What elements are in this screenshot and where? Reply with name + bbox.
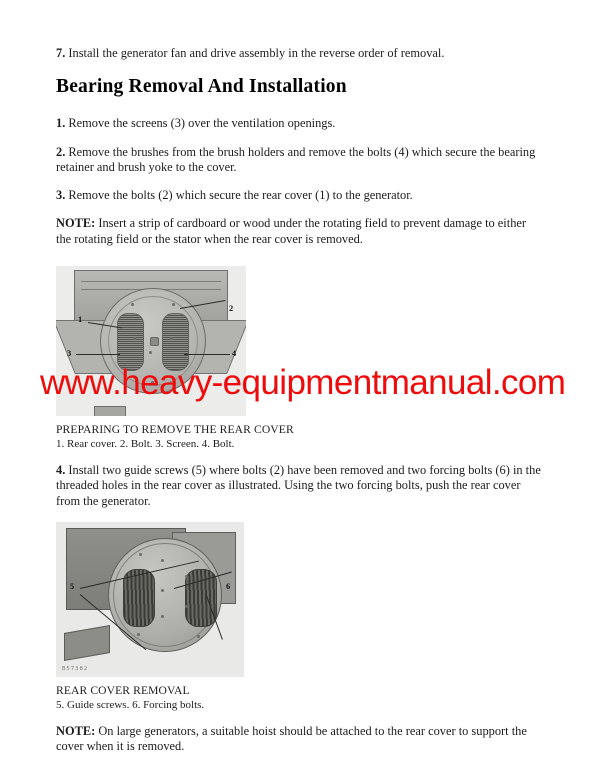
figure-1-caption-title: PREPARING TO REMOVE THE REAR COVER [56,423,294,437]
page-content [56,46,544,768]
paragraph-step-1 [56,116,544,131]
paragraph-step-4 [56,463,544,509]
step-2-number: 2. [56,144,66,159]
site-watermark: www.heavy-equipmentmanual.com [40,363,566,402]
callout-3: 3 [67,349,72,359]
figure-1-caption-legend: 1. Rear cover. 2. Bolt. 3. Screen. 4. Bolt. [56,438,235,451]
mounting-foot [94,406,126,416]
paragraph-note-2 [56,724,544,755]
step-1-text: Remove the screens (3) over the ventilation openings. [65,116,336,131]
paragraph-note-1 [56,216,544,247]
step-3-text: Remove the bolts (2) which secure the rear cover (1) to the generator. [65,188,413,203]
note-1-text: Insert a strip of cardboard or wood under the rotating field to prevent damage to either the rotating field or the stator when the rear cover is removed. [56,216,527,246]
figure-2-photo [56,522,244,677]
callout-4: 4 [232,349,237,359]
figure-2-caption-legend: 5. Guide screws. 6. Forcing bolts. [56,698,205,711]
figure-2-plate-code: B57382 [62,665,89,672]
figure-2-caption-title: REAR COVER REMOVAL [56,683,190,697]
figure-rear-cover-removal [56,522,544,712]
figure-1-caption [56,423,544,451]
note-1-label: NOTE: [56,216,96,231]
callout-1: 1 [78,315,83,325]
photo-2-artwork [56,522,244,677]
paragraph-step-3 [56,188,544,203]
step-7-number: 7. [56,46,66,60]
leader-line-4 [184,354,230,355]
step-3-number: 3. [56,188,66,203]
callout-5: 5 [70,581,75,591]
note-2-label: NOTE: [56,723,96,738]
callout-6: 6 [226,581,231,591]
bearing-retainer-hub [150,337,159,346]
step-4-number: 4. [56,463,66,478]
section-heading: Bearing Removal And Installation [56,76,347,98]
step-7-text: Install the generator fan and drive assembly in the reverse order of removal. [65,46,445,60]
paragraph-step-7 [56,46,544,61]
leader-line-3 [76,354,120,355]
paragraph-step-2 [56,145,544,176]
note-2-text: On large generators, a suitable hoist should be attached to the rear cover to support the cover when it is removed. [56,723,527,754]
figure-preparing-to-remove-rear-cover [56,266,544,451]
callout-2: 2 [229,304,234,314]
step-1-number: 1. [56,116,66,131]
step-2-text: Remove the brushes from the brush holders and remove the bolts (4) which secure the bearing retainer and brush yoke to the cover. [56,144,536,174]
step-4-text: Install two guide screws (5) where bolts (2) have been removed and two forcing bolts (6) in the threaded holes in the rear cover as illustrated. Using the two forcing bolts, push the rear cover from the generator. [56,463,541,508]
figure-2-caption [56,684,544,712]
mounting-bracket [64,625,110,661]
